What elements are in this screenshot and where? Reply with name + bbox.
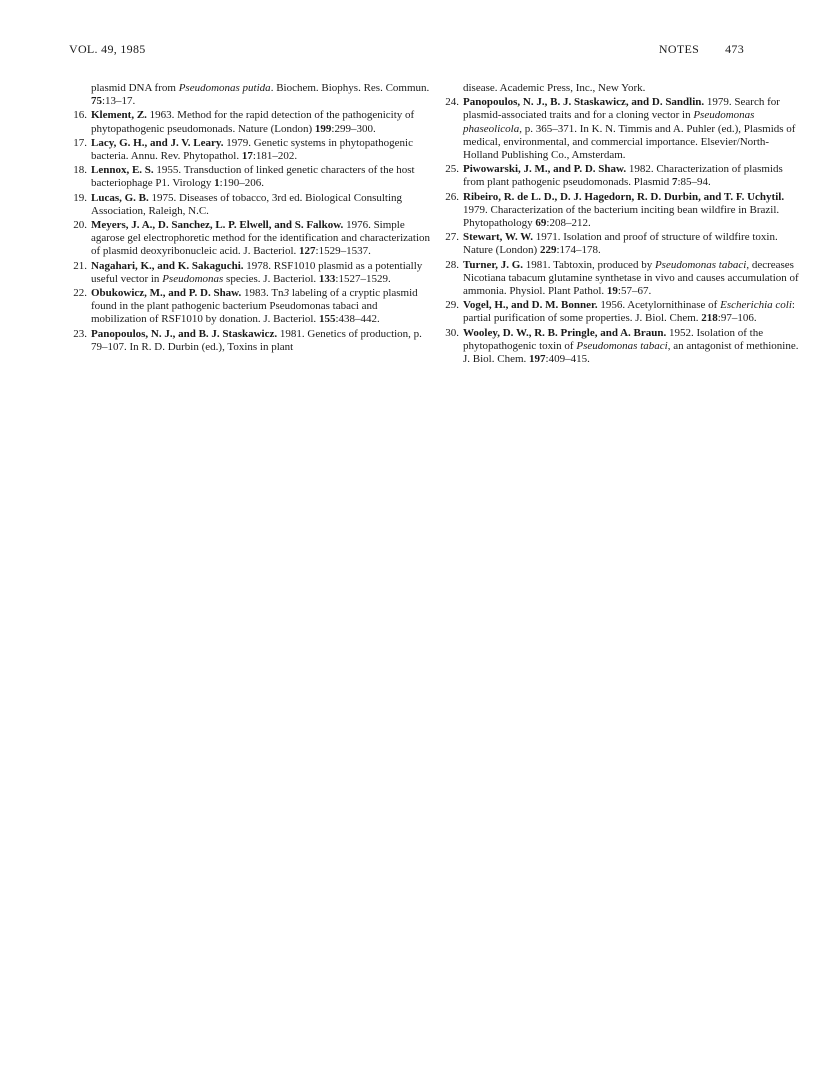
reference-entry — [74, 137, 432, 163]
reference-text: 1982. Characterization of plasmids from plant pathogenic pseudomonads. Plasmid — [463, 163, 783, 189]
reference-authors: Wooley, D. W., R. B. Pringle, and A. Braun. — [463, 326, 667, 339]
reference-entry — [446, 82, 804, 95]
reference-entry — [446, 231, 804, 257]
reference-text: disease. Academic Press, Inc., New York. — [463, 82, 646, 94]
reference-volume: 229 — [539, 244, 557, 257]
reference-entry — [74, 219, 432, 259]
reference-authors: Klement, Z. — [91, 109, 147, 122]
reference-number: 16. — [73, 109, 87, 122]
reference-volume: 133 — [318, 272, 336, 285]
reference-authors: Lennox, E. S. — [91, 164, 154, 177]
reference-entry — [74, 287, 432, 327]
reference-text: 1978. RSF1010 plasmid as a potentially useful vector in — [91, 259, 423, 285]
reference-pages: :57–67. — [617, 285, 652, 298]
reference-italic: Escherichia coli — [720, 299, 792, 312]
references-left-column — [74, 82, 432, 355]
reference-text: labeling of a cryptic plasmid found in the plant pathogenic bacterium Pseudomonas tabaci and mobilization of RSF1010 by donation. J. Bacteriol. — [91, 287, 418, 326]
reference-entry — [74, 260, 432, 286]
reference-text: 1955. Transduction of linked genetic characters of the host bacteriophage P1. Virology — [91, 164, 415, 190]
reference-pages: :181–202. — [252, 150, 298, 163]
reference-text: , p. 365–371. In K. N. Timmis and A. Puhler (ed.), Plasmids of medical, environmental, and commercial importance. Elsevier/North-Holland Publishing Co., Amsterdam. — [463, 122, 796, 162]
reference-number: 29. — [445, 299, 459, 312]
reference-pages: :1527–1529. — [335, 272, 391, 285]
reference-italic: Pseudomonas tabaci — [654, 258, 747, 271]
reference-entry — [446, 163, 804, 189]
reference-pages: :409–415. — [545, 353, 590, 366]
reference-pages: :438–442. — [335, 313, 380, 326]
reference-text: species. J. Bacteriol. — [223, 272, 319, 285]
reference-authors: Obukowicz, M., and P. D. Shaw. — [91, 287, 242, 300]
reference-italic: Pseudomonas phaseolicola — [463, 109, 755, 135]
reference-text: 1971. Isolation and proof of structure of wildfire toxin. Nature (London) — [463, 231, 778, 257]
reference-entry — [74, 328, 432, 354]
reference-authors: Stewart, W. W. — [463, 231, 533, 244]
reference-entry — [446, 96, 804, 162]
reference-italic: Pseudomonas — [162, 272, 224, 285]
reference-volume: 7 — [671, 176, 678, 189]
reference-italic: 3 — [283, 287, 290, 300]
reference-text: . Biochem. Biophys. Res. Commun. — [270, 82, 430, 94]
reference-text: 1976. Simple agarose gel electrophoretic method for the identification and characterization of plasmid deoxyribonucleic acid. J. Bacteriol. — [91, 219, 431, 258]
reference-volume: 218 — [701, 312, 718, 325]
reference-number: 25. — [445, 163, 459, 176]
reference-volume: 155 — [318, 313, 336, 326]
reference-number: 23. — [73, 327, 87, 340]
reference-authors: Piwowarski, J. M., and P. D. Shaw. — [463, 163, 627, 176]
reference-authors: Panopoulos, N. J., and B. J. Staskawicz. — [91, 327, 278, 340]
reference-text: 1979. Search for plasmid-associated traits and for a cloning vector in — [463, 96, 780, 122]
reference-number: 19. — [73, 191, 87, 204]
reference-authors: Turner, J. G. — [463, 258, 524, 271]
reference-authors: Panopoulos, N. J., B. J. Staskawicz, and D. Sandlin. — [463, 96, 705, 109]
reference-number: 20. — [73, 219, 87, 232]
reference-entry — [446, 191, 804, 231]
reference-text: 1963. Method for the rapid detection of the pathogenicity of phytopathogenic pseudomonads. Nature (London) — [91, 109, 415, 135]
reference-authors: Lacy, G. H., and J. V. Leary. — [91, 136, 224, 149]
reference-text: plasmid DNA from — [91, 82, 179, 94]
reference-text: , an antagonist of methionine. J. Biol. Chem. — [463, 339, 799, 366]
reference-pages: :208–212. — [546, 217, 591, 230]
reference-volume: 17 — [241, 150, 253, 163]
reference-text: 1981. Tabtoxin, produced by — [523, 258, 655, 271]
reference-italic: Pseudomonas putida — [178, 82, 271, 94]
reference-volume: 127 — [299, 245, 316, 258]
reference-text: 1956. Acetylornithinase of — [597, 299, 721, 312]
reference-pages: :1529–1537. — [315, 245, 371, 258]
reference-entry — [446, 327, 804, 367]
reference-authors: Ribeiro, R. de L. D., D. J. Hagedorn, R. D. Durbin, and T. F. Uchytil. — [463, 190, 785, 203]
reference-authors: Nagahari, K., and K. Sakaguchi. — [91, 259, 244, 272]
reference-volume: 75 — [91, 95, 102, 108]
reference-text: 1983. Tn — [241, 287, 284, 300]
reference-number: 30. — [445, 326, 459, 339]
reference-entry — [446, 299, 804, 325]
reference-number: 18. — [73, 164, 87, 177]
reference-pages: :13–17. — [102, 95, 136, 108]
references-right-column — [446, 82, 804, 367]
reference-text: : partial purification of some properties. J. Biol. Chem. — [463, 299, 795, 325]
reference-volume: 69 — [535, 217, 547, 230]
running-header-right — [633, 42, 744, 57]
reference-authors: Meyers, J. A., D. Sanchez, L. P. Elwell, and S. Falkow. — [91, 219, 344, 232]
reference-italic: Pseudomonas tabaci — [576, 339, 668, 352]
reference-volume: 19 — [606, 285, 618, 298]
reference-text: , decreases Nicotiana tabacum glutamine synthetase in vivo and causes accumulation of ammonia. Physiol. Plant Pathol. — [463, 258, 799, 298]
reference-text: 1979. Genetic systems in phytopathogenic bacteria. Annu. Rev. Phytopathol. — [91, 136, 413, 163]
reference-number: 21. — [73, 259, 87, 272]
reference-text: 1952. Isolation of the phytopathogenic toxin of — [463, 326, 764, 352]
reference-pages: :299–300. — [331, 122, 376, 135]
reference-authors: Vogel, H., and D. M. Bonner. — [463, 299, 598, 312]
reference-pages: :190–206. — [219, 177, 264, 190]
reference-number: 27. — [445, 231, 459, 244]
running-header-volume: VOL. 49, 1985 — [69, 42, 146, 56]
running-header-section: NOTES — [658, 42, 700, 56]
reference-volume: 1 — [214, 177, 220, 190]
reference-number: 22. — [73, 287, 87, 300]
reference-entry — [74, 192, 432, 218]
reference-entry — [74, 164, 432, 190]
reference-pages: :85–94. — [677, 176, 711, 189]
reference-entry — [74, 82, 432, 108]
reference-volume: 199 — [314, 122, 332, 135]
reference-text: 1979. Characterization of the bacterium inciting bean wildfire in Brazil. Phytopathology — [463, 203, 780, 230]
reference-number: 28. — [445, 258, 459, 271]
reference-pages: :174–178. — [556, 244, 601, 257]
reference-pages: :97–106. — [717, 312, 757, 325]
reference-number: 24. — [445, 96, 459, 109]
reference-authors: Lucas, G. B. — [91, 191, 149, 204]
reference-text: 1975. Diseases of tobacco, 3rd ed. Biological Consulting Association, Raleigh, N.C. — [91, 191, 403, 217]
page-number: 473 — [725, 42, 744, 56]
reference-number: 17. — [73, 136, 87, 149]
reference-number: 26. — [445, 190, 459, 203]
reference-volume: 197 — [529, 353, 546, 366]
reference-entry — [74, 109, 432, 135]
reference-entry — [446, 259, 804, 299]
reference-text: 1981. Genetics of production, p. 79–107. In R. D. Durbin (ed.), Toxins in plant — [91, 327, 422, 353]
